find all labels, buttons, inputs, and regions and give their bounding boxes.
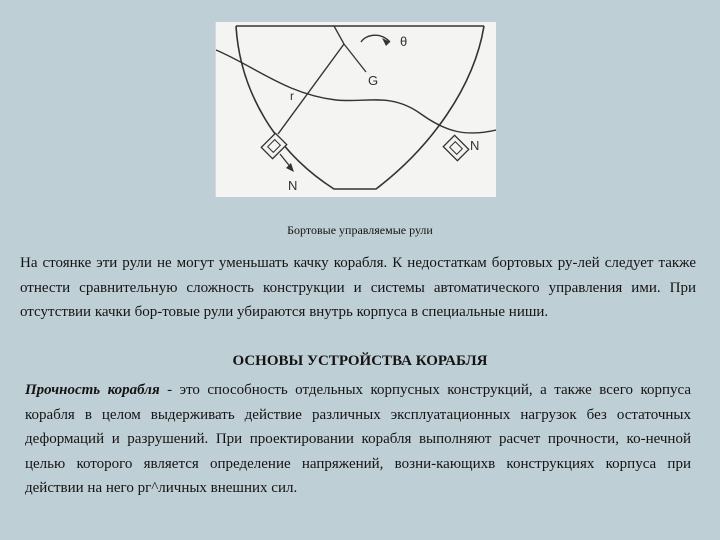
figure-caption: Бортовые управляемые рули — [287, 223, 433, 237]
g-label: G — [368, 73, 379, 88]
section-heading: ОСНОВЫ УСТРОЙСТВА КОРАБЛЯ — [232, 353, 488, 369]
r-label: r — [290, 89, 294, 103]
n-left-label: N — [288, 178, 298, 193]
centerline — [334, 26, 344, 44]
paragraph-rudders: На стоянке эти рули не могут уменьшать качку корабля. К недостаткам бортовых ру-лей следует также отнести сравнительную сложность конструкции и системы автоматического управления ими. При отсутствии качки бор-товые рули убираются внутрь корпуса в специальные ниши. — [20, 255, 696, 320]
paragraph-strength — [25, 378, 691, 501]
n-right-label: N — [470, 138, 480, 153]
g-perpendicular — [344, 44, 366, 72]
rudder-diagram — [215, 22, 496, 197]
left-rudder — [261, 133, 286, 158]
term-ship-strength: Прочность корабля — [25, 382, 160, 398]
paragraph-strength-text: - это способность отдельных корпусных конструкций, а также всего корпуса корабля в целом выдерживать действие различных эксплуатационных нагрузок без остаточных деформаций и разрушений. При проектировании корабля выполняют расчет прочности, ко-нечной целью которого является определение напряжений, возни-кающихв конструкциях корпуса при действии на него рг^личных внешних сил. — [25, 382, 691, 496]
radius-line — [278, 44, 344, 134]
hull-cross-section — [216, 22, 496, 197]
theta-label: θ — [400, 34, 408, 49]
waterline — [216, 50, 496, 133]
right-rudder — [443, 135, 468, 160]
hull-outline — [236, 26, 484, 189]
left-force-arrowhead — [286, 163, 294, 172]
